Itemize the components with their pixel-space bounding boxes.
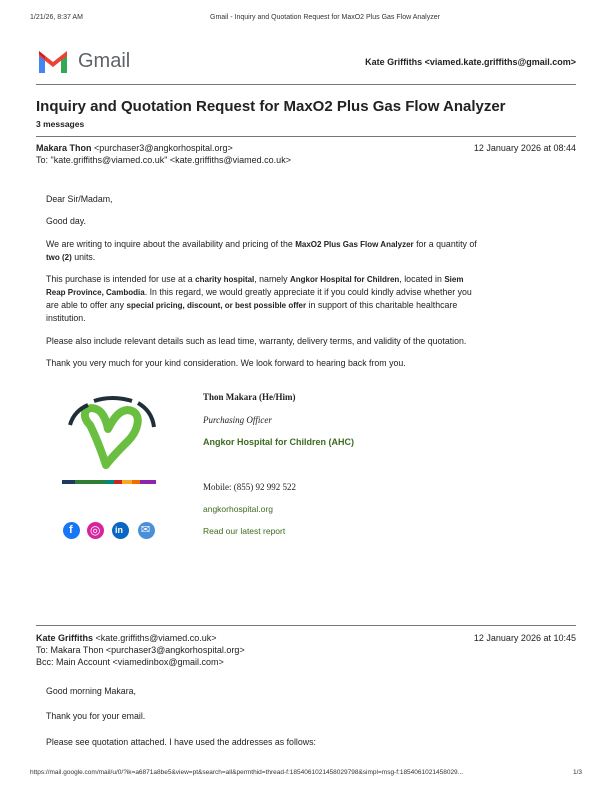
footer-page-number: 1/3	[572, 769, 582, 776]
account-label: Kate Griffiths <viamed.kate.griffiths@gmail.com>	[365, 57, 576, 67]
color-stripe	[122, 480, 132, 484]
color-stripe	[132, 480, 140, 484]
message2-recipients: To: Makara Thon <purchaser3@angkorhospital.org>	[36, 645, 245, 655]
message2-bcc: Bcc: Main Account <viamedinbox@gmail.com>	[36, 657, 224, 667]
color-stripe	[75, 480, 105, 484]
color-stripe	[62, 480, 75, 484]
message2-sender[interactable]	[36, 633, 217, 643]
facebook-icon[interactable]: f	[63, 522, 80, 539]
greeting: Good day.	[46, 216, 86, 226]
message-count: 3 messages	[36, 119, 85, 129]
gmail-wordmark: Gmail	[78, 50, 131, 72]
heart-logo-icon	[62, 395, 162, 475]
sender-name: Makara Thon	[36, 143, 92, 153]
message1-recipients: To: "kate.griffiths@viamed.co.uk" <kate.griffiths@viamed.co.uk>	[36, 155, 291, 165]
print-datetime: 1/21/26, 8:37 AM	[30, 14, 83, 21]
paragraph-charity: This purchase is intended for use at a charity hospital, namely Angkor Hospital for Children, located in Siem Reap Province, Cambodia. In this regard, we would greatly appreciate it if you could kindly advise whether you are able to offer any special pricing, discount, or best possible offer in support of this charitable healthcare institution.	[46, 274, 472, 323]
divider	[36, 84, 576, 85]
sender-email: <purchaser3@angkorhospital.org>	[94, 143, 233, 153]
gmail-m-icon	[36, 48, 70, 74]
message1-date: 12 January 2026 at 08:44	[473, 143, 576, 153]
sender-name: Kate Griffiths	[36, 633, 94, 643]
print-page-title: Gmail - Inquiry and Quotation Request for MaxO2 Plus Gas Flow Analyzer	[210, 14, 440, 21]
signature-title: Purchasing Officer	[203, 415, 272, 425]
footer-url: https://mail.google.com/mail/u/0/?ik=a6871a8be5&view=pt&search=all&permthid=thread-f:1854061021458029798&simpl=msg-f:1854061021458029...	[30, 769, 464, 776]
divider	[36, 136, 576, 137]
report-link[interactable]: Read our latest report	[203, 526, 286, 536]
message2-date: 12 January 2026 at 10:45	[473, 633, 576, 643]
sender-email: <kate.griffiths@viamed.co.uk>	[95, 633, 217, 643]
hospital-logo	[62, 395, 162, 475]
message1-sender[interactable]	[36, 143, 233, 153]
signature-organization: Angkor Hospital for Children (AHC)	[203, 437, 354, 447]
website-link[interactable]: angkorhospital.org	[203, 504, 273, 514]
salutation: Dear Sir/Madam,	[46, 194, 113, 204]
color-stripe	[114, 480, 122, 484]
message2-thanks: Thank you for your email.	[46, 711, 146, 721]
color-stripe	[140, 480, 156, 484]
logo-khmer-text	[62, 393, 104, 402]
signature-name: Thon Makara (He/Him)	[203, 392, 296, 402]
signature-mobile: Mobile: (855) 92 992 522	[203, 482, 296, 492]
instagram-icon[interactable]: ◎	[87, 522, 104, 539]
paragraph-inquiry: We are writing to inquire about the availability and pricing of the MaxO2 Plus Gas Flow Analyzer for a quantity of two (2) units.	[46, 239, 477, 262]
color-stripe	[105, 480, 114, 484]
paragraph-details: Please also include relevant details such as lead time, warranty, delivery terms, and validity of the quotation.	[46, 336, 467, 346]
linkedin-icon[interactable]: in	[112, 522, 129, 539]
thread-subject: Inquiry and Quotation Request for MaxO2 Plus Gas Flow Analyzer	[36, 98, 506, 115]
email-icon[interactable]: ✉	[138, 522, 155, 539]
message2-greeting: Good morning Makara,	[46, 686, 136, 696]
paragraph-thanks: Thank you very much for your kind consideration. We look forward to hearing back from you.	[46, 358, 406, 368]
message2-quotation-note: Please see quotation attached. I have used the addresses as follows:	[46, 737, 316, 747]
divider	[36, 625, 576, 626]
